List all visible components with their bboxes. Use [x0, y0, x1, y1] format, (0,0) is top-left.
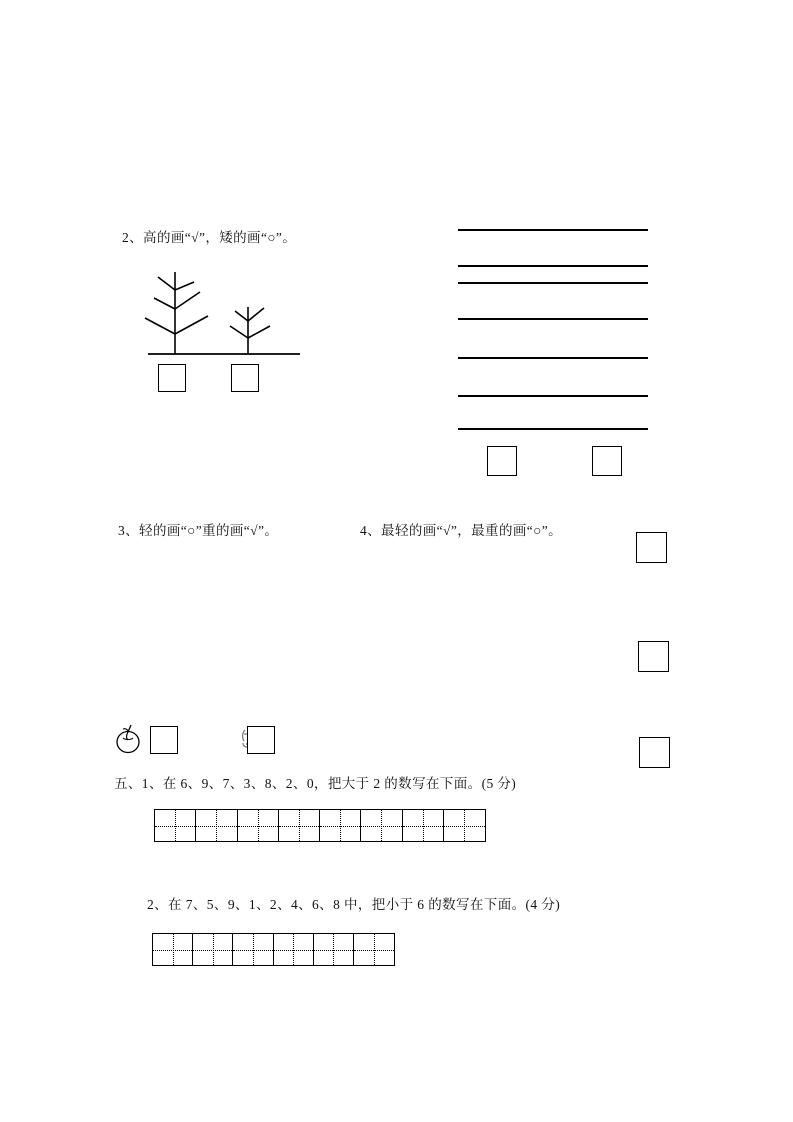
- grid-cell[interactable]: [361, 810, 402, 841]
- answer-box-rules-right[interactable]: [592, 446, 622, 476]
- rule-line-3: [458, 282, 648, 284]
- grid-cell[interactable]: [354, 934, 394, 965]
- answer-box-q4-first[interactable]: [636, 532, 667, 563]
- grid-cell[interactable]: [193, 934, 233, 965]
- question-2-text: 2、高的画“√”，矮的画“○”。: [122, 230, 297, 245]
- grid-cell[interactable]: [314, 934, 354, 965]
- rule-line-2: [458, 265, 648, 267]
- short-tree-branches: [230, 308, 270, 338]
- rule-line-4: [458, 318, 648, 320]
- section-five-question-2-text: 2、在 7、5、9、1、2、4、6、8 中，把小于 6 的数写在下面。(4 分): [147, 897, 561, 912]
- answer-box-second-fruit[interactable]: [247, 726, 275, 754]
- grid-cell[interactable]: [403, 810, 444, 841]
- grid-cell[interactable]: [233, 934, 273, 965]
- question-3-text: 3、轻的画“○”重的画“√”。: [118, 523, 279, 538]
- question-4-text: 4、最轻的画“√”，最重的画“○”。: [360, 523, 562, 538]
- rule-line-7: [458, 428, 648, 430]
- grid-cell[interactable]: [238, 810, 279, 841]
- grid-cell[interactable]: [153, 934, 193, 965]
- two-trees-figure: [140, 262, 310, 362]
- tall-tree-branches: [145, 277, 208, 334]
- grid-cell[interactable]: [279, 810, 320, 841]
- rule-line-6: [458, 395, 648, 397]
- answer-grid-five-marks[interactable]: [154, 809, 486, 842]
- answer-box-apple[interactable]: [150, 726, 178, 754]
- section-five-question-1-text: 五、1、在 6、9、7、3、8、2、0，把大于 2 的数写在下面。(5 分): [114, 776, 517, 791]
- rule-line-1: [458, 229, 648, 231]
- apple-svg: [112, 722, 152, 756]
- grid-cell[interactable]: [444, 810, 485, 841]
- answer-box-short-tree[interactable]: [231, 364, 259, 392]
- answer-box-q4-third[interactable]: [639, 737, 670, 768]
- rule-line-5: [458, 357, 648, 359]
- answer-box-q4-second[interactable]: [638, 641, 669, 672]
- apple-icon: [112, 722, 152, 756]
- grid-cell[interactable]: [274, 934, 314, 965]
- answer-grid-four-marks[interactable]: [152, 933, 395, 966]
- grid-cell[interactable]: [320, 810, 361, 841]
- grid-cell[interactable]: [196, 810, 237, 841]
- answer-box-tall-tree[interactable]: [158, 364, 186, 392]
- answer-box-rules-left[interactable]: [487, 446, 517, 476]
- trees-svg: [140, 262, 310, 362]
- grid-cell[interactable]: [155, 810, 196, 841]
